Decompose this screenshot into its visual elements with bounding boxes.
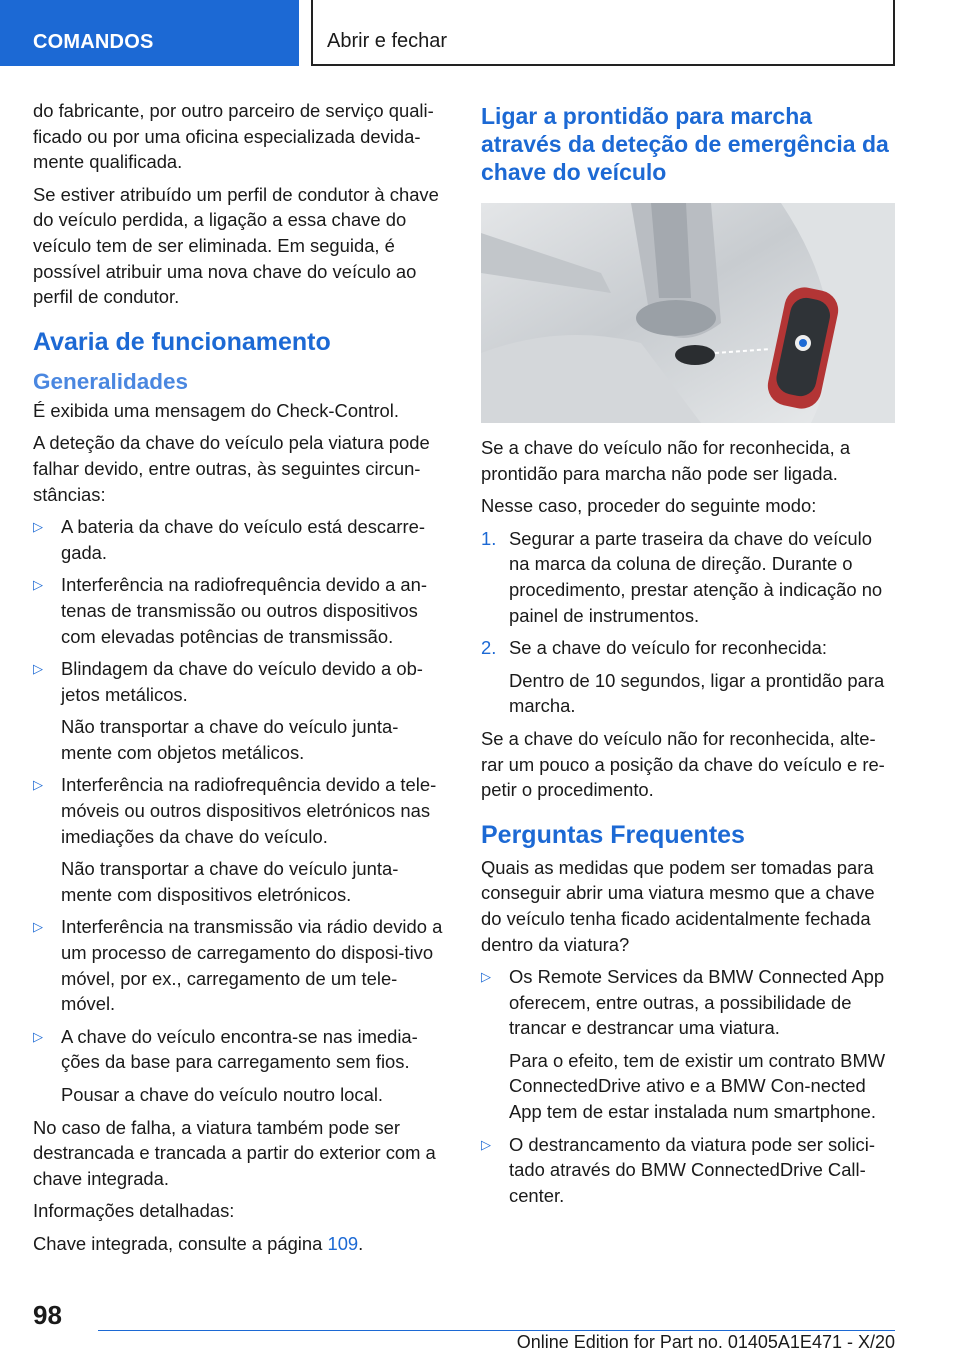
list-item-note: Não transportar a chave do veículo junta-mente com dispositivos eletrónicos. — [61, 858, 399, 905]
triangle-bullet-icon: ▷ — [481, 969, 491, 985]
paragraph: É exibida uma mensagem do Check-Control. — [33, 399, 399, 421]
page-header — [0, 0, 960, 66]
triangle-bullet-icon: ▷ — [33, 919, 43, 935]
list-item-note: Dentro de 10 segundos, ligar a prontidão para marcha. — [509, 669, 885, 717]
list-item — [33, 514, 449, 565]
paragraph: Informações detalhadas: — [33, 1200, 235, 1222]
list-item-text: Os Remote Services da BMW Connected App oferecem, entre outras, a possibilidade de trancar e destrancar uma viatura. — [509, 966, 885, 1039]
step-number: 1. — [481, 527, 497, 549]
section-heading: Ligar a prontidão para marcha através da deteção de emergência da chave do veículo — [481, 103, 889, 185]
section-label: COMANDOS — [0, 0, 299, 66]
paragraph: Quais as medidas que podem ser tomadas para conseguir abrir uma viatura mesmo que a chave do veículo tenha ficado acidentalmente fechada dentro da viatura? — [481, 856, 875, 955]
list-item — [33, 914, 449, 1016]
step-number: 2. — [481, 637, 497, 659]
paragraph: Se estiver atribuído um perfil de condutor à chave do veículo perdida, a ligação a essa chave do veículo tem de ser eliminada. Em seguida, é possível atribuir uma nova chave do veículo ao perfil de condutor. — [33, 183, 439, 308]
list-item-text: A bateria da chave do veículo está descarre-gada. — [61, 516, 425, 563]
bullet-list — [33, 514, 449, 1107]
section-heading: Avaria de funcionamento — [33, 327, 331, 356]
list-item — [481, 1132, 897, 1209]
list-item-text: Segurar a parte traseira da chave do veículo na marca da coluna de direção. Durante o procedimento, prestar atenção à indicação no painel de instrumentos. — [509, 527, 883, 626]
triangle-bullet-icon: ▷ — [33, 1028, 43, 1044]
chapter-box — [311, 0, 895, 66]
triangle-bullet-icon: ▷ — [33, 577, 43, 593]
left-column — [33, 98, 449, 1264]
triangle-bullet-icon: ▷ — [33, 661, 43, 677]
reference-suffix: . — [358, 1232, 364, 1254]
list-item-text: Interferência na transmissão via rádio devido a um processo de carregamento do disposi-tivo móvel, por ex., carregamento de um tele-móvel. — [61, 916, 443, 1015]
list-item-text: Se a chave do veículo for reconhecida: — [509, 637, 827, 659]
list-item — [481, 635, 897, 719]
steering-column-key-illustration — [481, 203, 895, 423]
triangle-bullet-icon: ▷ — [33, 519, 43, 535]
list-item-text: A chave do veículo encontra-se nas imedia-ções da base para carregamento sem fios. — [61, 1025, 418, 1073]
page-number: 98 — [33, 1300, 62, 1330]
list-item — [481, 526, 897, 628]
numbered-list — [481, 526, 897, 719]
list-item-text: Blindagem da chave do veículo devido a ob-jetos metálicos. — [61, 658, 423, 705]
reference-text: Chave integrada, consulte a página — [33, 1232, 328, 1254]
footer-edition: Online Edition for Part no. 01405A1E471 - X/20 — [516, 1332, 895, 1352]
list-item — [33, 1024, 449, 1108]
paragraph: Se a chave do veículo não for reconhecida, a prontidão para marcha não pode ser ligada. — [481, 437, 851, 484]
list-item-note: Não transportar a chave do veículo junta-mente com objetos metálicos. — [61, 716, 399, 763]
list-item-note: Para o efeito, tem de existir um contrato BMW ConnectedDrive ativo e a BMW Con-nected App tem de estar instalada num smartphone. — [509, 1049, 886, 1123]
paragraph: Se a chave do veículo não for reconhecida, alte-rar um pouco a posição da chave do veículo e re-petir o procedimento. — [481, 727, 885, 801]
page-reference-link[interactable]: 109 — [327, 1232, 359, 1254]
footer-divider — [98, 1330, 895, 1331]
subsection-heading: Generalidades — [33, 368, 189, 394]
right-column — [481, 98, 897, 1215]
paragraph: do fabricante, por outro parceiro de serviço quali-ficado ou por uma oficina especializada devida-mente qualificada. — [33, 100, 434, 173]
paragraph: A deteção da chave do veículo pela viatura pode falhar devido, entre outras, às seguintes circun-stâncias: — [33, 432, 430, 505]
paragraph — [33, 1231, 449, 1257]
triangle-bullet-icon: ▷ — [33, 777, 43, 793]
list-item-note: Pousar a chave do veículo noutro local. — [61, 1084, 384, 1105]
chapter-title: Abrir e fechar — [327, 30, 448, 52]
key-illustration-svg — [481, 203, 895, 423]
bullet-list — [481, 964, 897, 1208]
paragraph: Nesse caso, proceder do seguinte modo: — [481, 495, 817, 517]
list-item — [33, 572, 449, 649]
list-item — [481, 964, 897, 1125]
paragraph: No caso de falha, a viatura também pode ser destrancada e trancada a partir do exterior com a chave integrada. — [33, 1116, 436, 1189]
list-item-text: Interferência na radiofrequência devido a tele-móveis ou outros dispositivos eletrónicos nas imediações da chave do veículo. — [61, 774, 437, 847]
list-item-text: O destrancamento da viatura pode ser solici-tado através do BMW ConnectedDrive Call-center. — [509, 1133, 875, 1206]
section-heading: Perguntas Frequentes — [481, 820, 745, 849]
list-item — [33, 656, 449, 765]
triangle-bullet-icon: ▷ — [481, 1136, 491, 1152]
list-item — [33, 772, 449, 907]
list-item-text: Interferência na radiofrequência devido a an-tenas de transmissão ou outros dispositivos com elevadas potências de transmissão. — [61, 574, 428, 647]
